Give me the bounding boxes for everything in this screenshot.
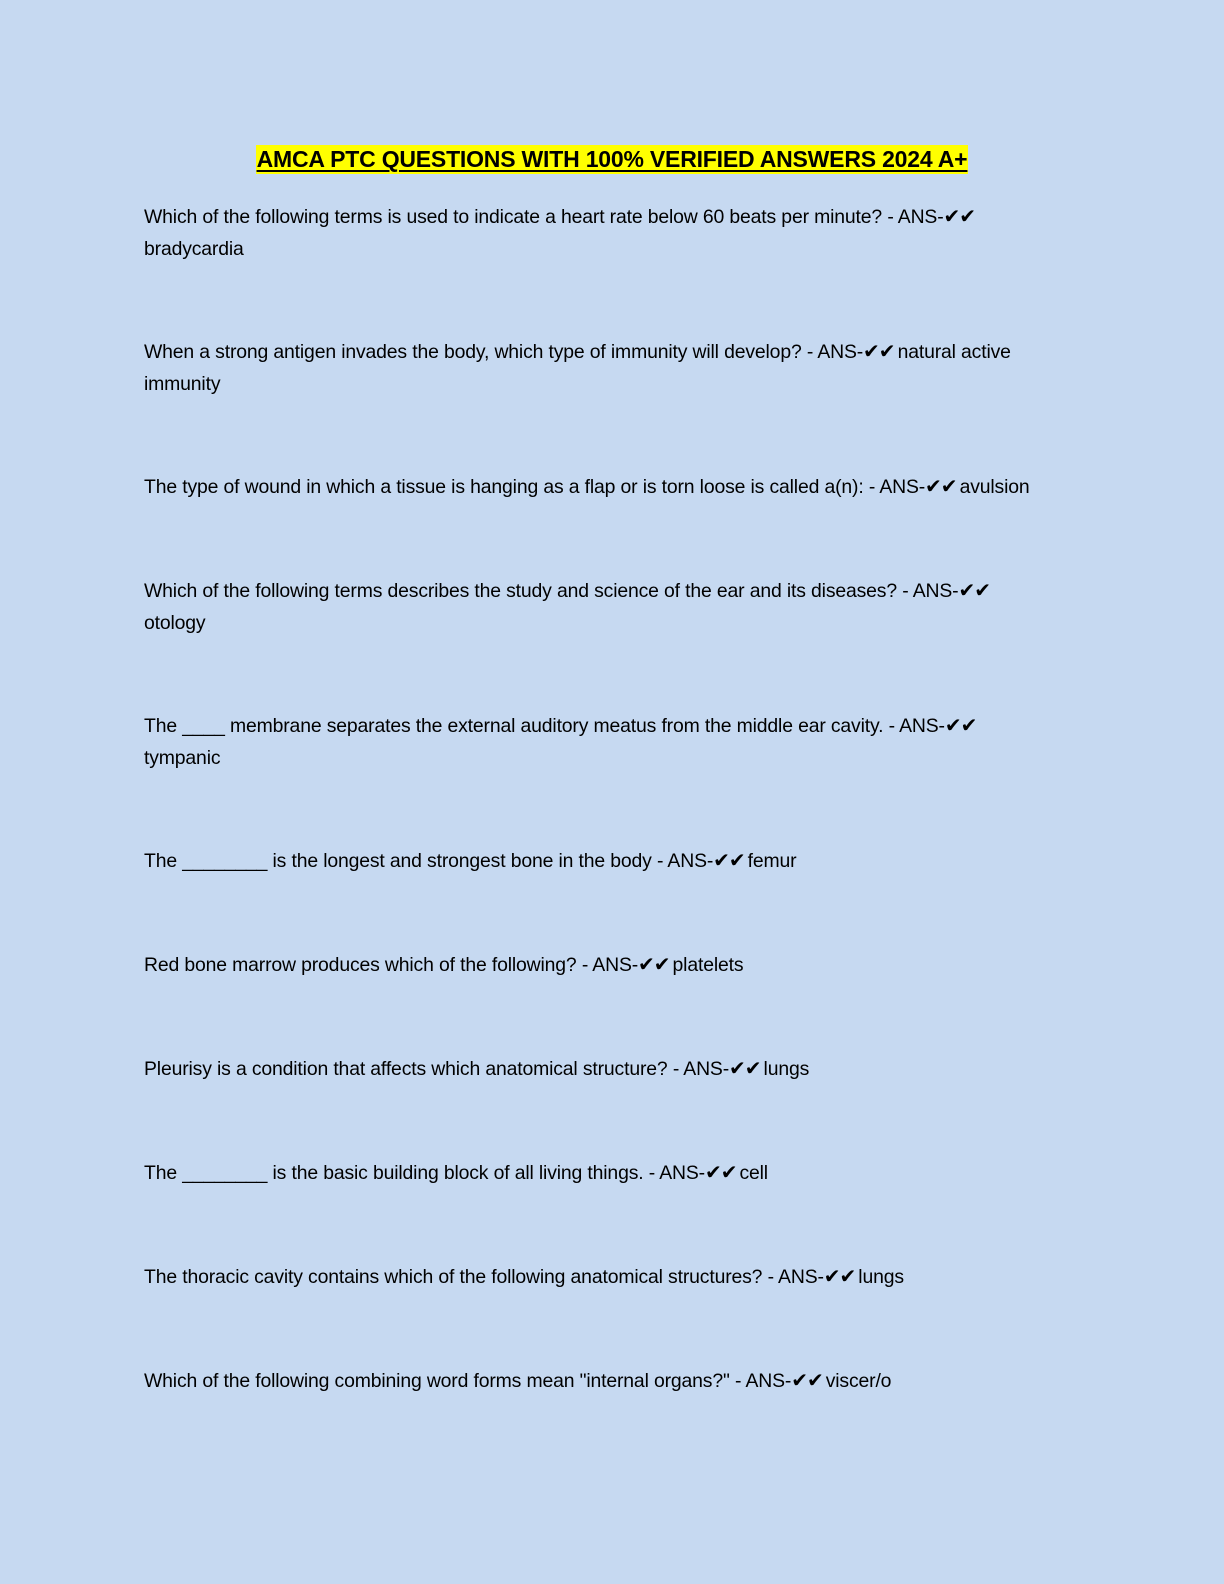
answer-marker: - ANS- [581, 954, 639, 976]
answer-marker: - ANS- [734, 1370, 792, 1392]
qa-item [144, 948, 1084, 981]
qa-item [144, 1156, 1084, 1189]
qa-item [144, 709, 1084, 774]
answer-text: viscer/o [825, 1370, 892, 1392]
question-text: The ________ is the basic building block of all living things. [144, 1162, 644, 1184]
answer-text: cell [739, 1162, 768, 1184]
question-text: Which of the following terms is used to indicate a heart rate below 60 beats per minute? [144, 206, 883, 228]
title-container [0, 145, 1224, 174]
question-text: The ________ is the longest and strongest bone in the body [144, 850, 652, 872]
answer-marker: - ANS- [888, 715, 945, 737]
answer-text: natural active immunity [144, 341, 1011, 395]
double-check-icon: ✔✔ [944, 713, 977, 737]
double-check-icon: ✔✔ [958, 578, 990, 602]
answer-text: lungs [763, 1058, 810, 1080]
double-check-icon: ✔✔ [823, 1264, 856, 1288]
question-text: Red bone marrow produces which of the following? [144, 954, 577, 976]
double-check-icon: ✔✔ [638, 952, 670, 976]
question-text: The thoracic cavity contains which of the following anatomical structures? [144, 1266, 763, 1288]
double-check-icon: ✔✔ [713, 848, 745, 872]
answer-text: lungs [858, 1266, 904, 1288]
qa-item [144, 470, 1084, 503]
double-check-icon: ✔✔ [704, 1160, 737, 1184]
answer-text: platelets [672, 954, 744, 976]
answer-marker: - ANS- [887, 206, 944, 228]
answer-marker: - ANS- [648, 1162, 705, 1184]
question-text: The ____ membrane separates the external auditory meatus from the middle ear cavity. [144, 715, 884, 737]
answer-text: avulsion [959, 476, 1030, 498]
answer-text: bradycardia [144, 238, 244, 260]
question-text: The type of wound in which a tissue is hanging as a flap or is torn loose is called a(n): [144, 476, 864, 498]
question-text: Which of the following combining word forms mean "internal organs?" [144, 1370, 730, 1392]
question-text: When a strong antigen invades the body, which type of immunity will develop? [144, 341, 802, 363]
answer-marker: - ANS- [868, 476, 926, 498]
double-check-icon: ✔✔ [943, 204, 976, 228]
answer-text: otology [144, 612, 206, 634]
answer-text: femur [747, 850, 797, 872]
qa-item [144, 1260, 1084, 1293]
qa-item [144, 844, 1084, 877]
double-check-icon: ✔✔ [791, 1368, 823, 1392]
qa-item [144, 574, 1084, 639]
answer-marker: - ANS- [902, 580, 959, 602]
qa-item [144, 335, 1084, 400]
document-title: AMCA PTC QUESTIONS WITH 100% VERIFIED ANSWERS 2024 A+ [256, 146, 968, 172]
qa-item [144, 200, 1084, 265]
answer-text: tympanic [144, 747, 221, 769]
double-check-icon: ✔✔ [925, 474, 957, 498]
qa-list [144, 200, 1084, 1468]
question-text: Which of the following terms describes the study and science of the ear and its diseases? [144, 580, 897, 602]
double-check-icon: ✔✔ [863, 339, 895, 363]
answer-marker: - ANS- [656, 850, 714, 872]
qa-item [144, 1364, 1084, 1397]
qa-item [144, 1052, 1084, 1085]
answer-marker: - ANS- [767, 1266, 824, 1288]
double-check-icon: ✔✔ [729, 1056, 761, 1080]
answer-marker: - ANS- [672, 1058, 730, 1080]
answer-marker: - ANS- [806, 341, 864, 363]
question-text: Pleurisy is a condition that affects which anatomical structure? [144, 1058, 668, 1080]
